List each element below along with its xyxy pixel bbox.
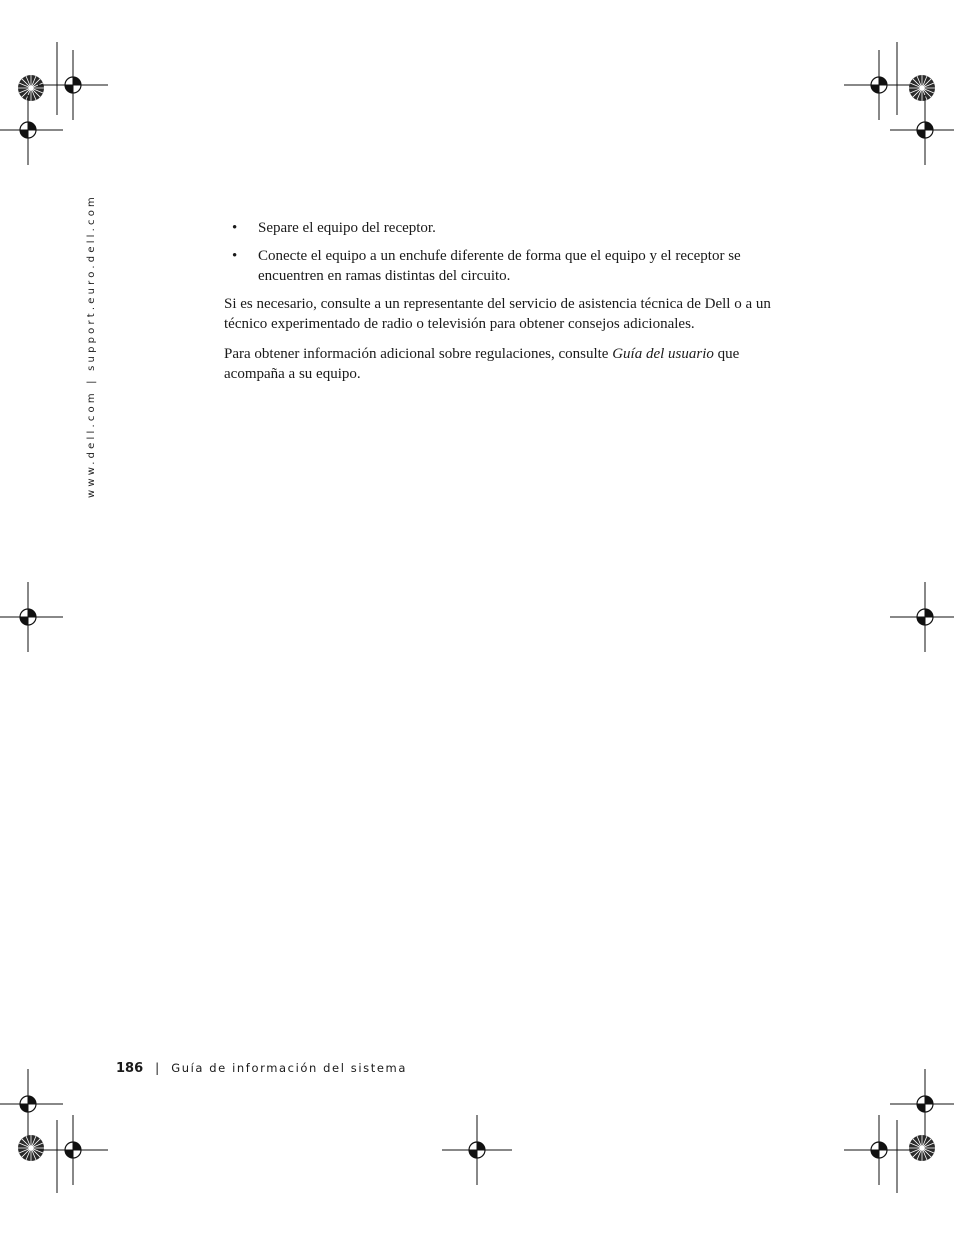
crosshair-mark xyxy=(442,1115,512,1185)
crosshair-mark xyxy=(0,95,63,165)
bullet-text: Conecte el equipo a un enchufe diferente de forma que el equipo y el receptor se encuentren en ramas distintas del circuito. xyxy=(258,248,741,284)
bullet-text: Separe el equipo del receptor. xyxy=(258,220,436,236)
bullet-icon: • xyxy=(232,248,238,264)
starburst-mark xyxy=(909,1135,935,1161)
starburst-mark xyxy=(909,75,935,101)
crosshair-mark xyxy=(890,582,954,652)
crosshair-mark xyxy=(38,50,108,120)
footer-separator: | xyxy=(155,1061,160,1075)
main-content xyxy=(224,218,786,394)
starburst-mark xyxy=(18,1135,44,1161)
paragraph-text: que acompaña a su equipo. xyxy=(224,346,740,382)
crosshair-mark xyxy=(0,582,63,652)
side-url: www.dell.com | support.euro.dell.com xyxy=(86,194,97,498)
guide-title: Guía del usuario xyxy=(612,346,714,362)
paragraph-text: Para obtener información adicional sobre regulaciones, consulte xyxy=(224,346,613,362)
crosshair-mark xyxy=(844,50,914,120)
footer-title: Guía de información del sistema xyxy=(171,1061,407,1075)
crosshair-mark xyxy=(844,1115,914,1185)
bullet-icon: • xyxy=(232,220,238,236)
list-item xyxy=(224,218,786,238)
crosshair-mark xyxy=(0,1069,63,1139)
starburst-mark xyxy=(18,75,44,101)
crosshair-mark xyxy=(890,1069,954,1139)
bullet-list xyxy=(224,218,786,286)
page-footer xyxy=(116,1061,407,1076)
list-item xyxy=(224,246,786,286)
paragraph: Si es necesario, consulte a un representante del servicio de asistencia técnica de Dell o a un técnico experimentado de radio o televisión para obtener consejos adicionales. xyxy=(224,296,771,332)
crosshair-mark xyxy=(890,95,954,165)
page-number: 186 xyxy=(116,1061,144,1076)
crosshair-mark xyxy=(38,1115,108,1185)
paragraph xyxy=(224,344,786,384)
